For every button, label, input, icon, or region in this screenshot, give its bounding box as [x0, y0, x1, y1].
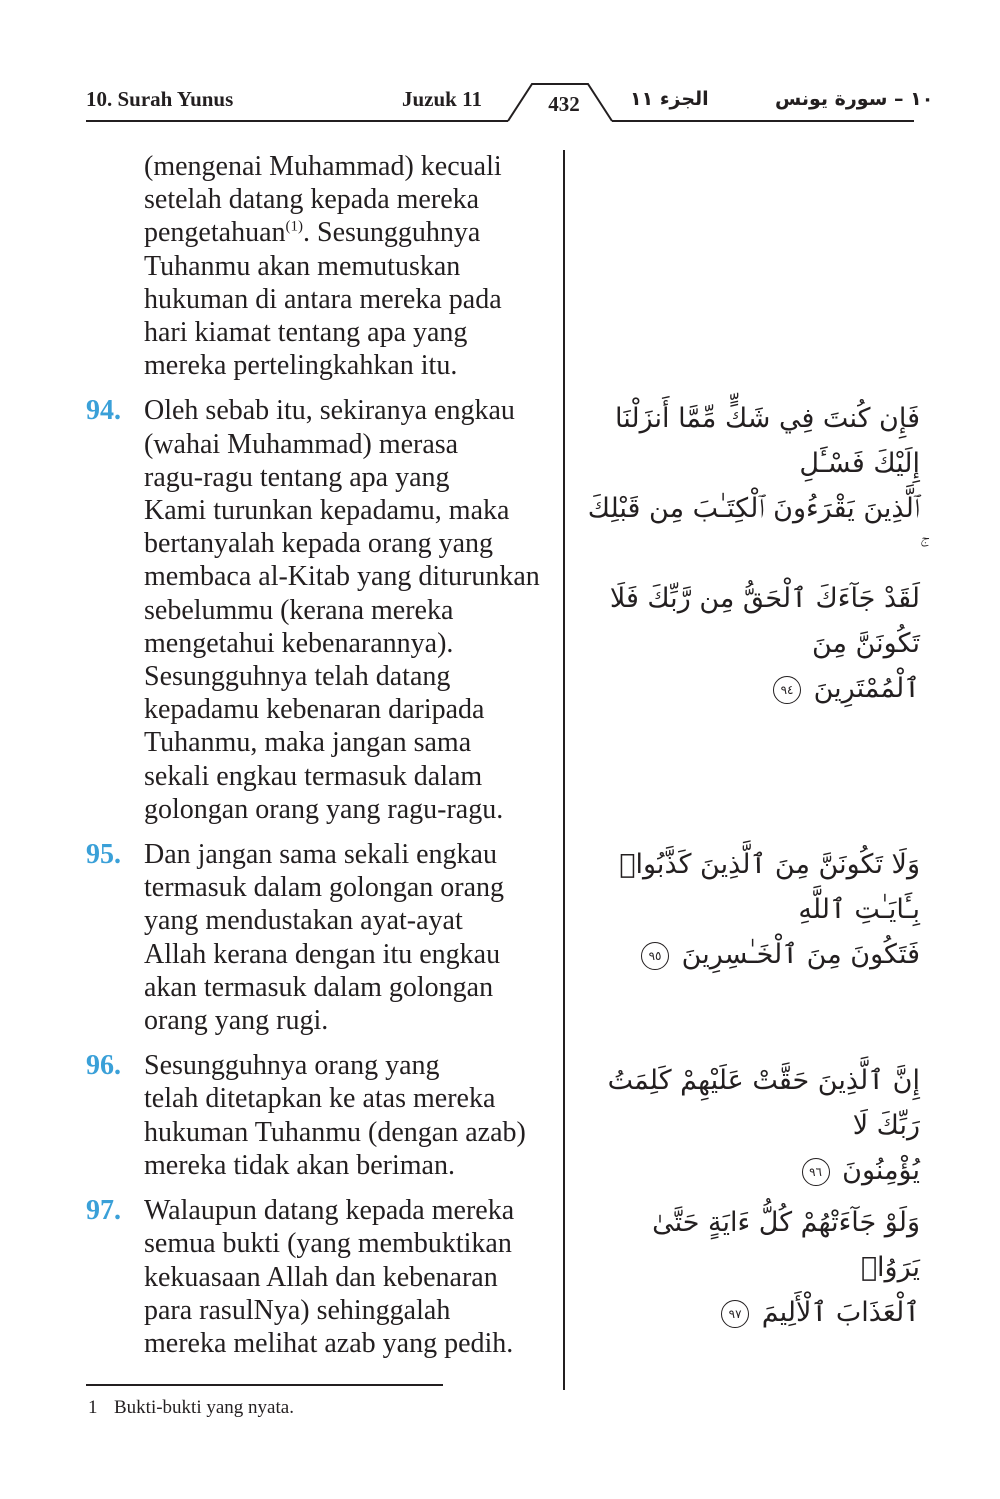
footnote [88, 1396, 294, 1420]
arabic-text: إِنَّ ٱلَّذِينَ حَقَّتْ عَلَيْهِمْ كَلِمَتُ رَبِّكَ لَا يُؤْمِنُونَ [607, 1065, 920, 1186]
verse-number: 96. [86, 1050, 121, 1082]
verse-95-arabic [585, 842, 920, 977]
arabic-text: فَإِن كُنتَ فِي شَكٍّ مِّمَّا أَنزَلْنَا إِلَيْكَ فَسْـَٔلِ ٱلَّذِينَ يَقْرَءُونَ ٱلْكِتَـٰبَ مِن قَبْلِكَ لَقَدْ جَآءَكَ ٱلْحَقُّ مِن رَّبِّكَ فَلَا تَكُونَنَّ مِنَ ٱلْمُمْتَرِينَ [587, 403, 920, 704]
footnote-text: Bukti-bukti yang nyata. [114, 1397, 294, 1418]
footnote-number: 1 [88, 1397, 98, 1418]
verse-number: 94. [86, 395, 121, 427]
verse-94-arabic [585, 396, 920, 711]
verse-number: 97. [86, 1195, 121, 1227]
arabic-text: وَلَا تَكُونَنَّ مِنَ ٱلَّذِينَ كَذَّبُوا۟ بِـَٔايَـٰتِ ٱللَّهِ فَتَكُونَ مِنَ ٱلْخَـٰسِرِينَ [619, 849, 920, 970]
footnote-ref: (1) [285, 219, 303, 236]
juz-label-latin: Juzuk 11 [402, 87, 482, 111]
page-header [0, 0, 1000, 130]
verse-number: 95. [86, 839, 121, 871]
footnote-rule [86, 1384, 443, 1386]
verse-text: Sesungguhnya orang yang telah ditetapkan ke atas mereka hukuman Tuhanmu (dengan azab) mereka tidak akan beriman. [144, 1050, 526, 1181]
page-number: 432 [548, 92, 580, 116]
translation-column [86, 150, 560, 1372]
verse-text: Oleh sebab itu, sekiranya engkau (wahai Muhammad) merasa ragu-ragu tentang apa yang Kami turunkan kepadamu, maka bertanyalah kepada orang yang membaca al-Kitab yang diturunkan sebelummu (kerana mereka mengetahui kebenarannya). Sesungguhnya telah datang kepadamu kebenaran daripada Tuhanmu, maka jangan sama sekali engkau termasuk dalam golongan orang yang ragu-ragu. [144, 395, 540, 825]
column-divider [563, 150, 565, 1390]
verse-97-arabic [585, 1200, 920, 1335]
arabic-text: وَلَوْ جَآءَتْهُمْ كُلُّ ءَايَةٍ حَتَّىٰ يَرَوُا۟ ٱلْعَذَابَ ٱلْأَلِيمَ [652, 1207, 920, 1328]
verse-end-marker: ٩٥ [641, 942, 669, 970]
verse-text: Walaupun datang kepada mereka semua bukti (yang membuktikan kekuasaan Allah dan kebenaran para rasulNya) sehinggalah mereka melihat azab yang pedih. [144, 1195, 515, 1359]
surah-title-latin: 10. Surah Yunus [86, 87, 234, 111]
continuation-text-after: . Sesungguhnya Tuhanmu akan memutuskan hukuman di antara mereka pada hari kiamat tentang apa yang mereka pertelingkahkan itu. [144, 217, 502, 382]
verse-95-translation [86, 838, 560, 1037]
verse-end-marker: ٩٧ [721, 1300, 749, 1328]
continuation-paragraph [86, 150, 560, 382]
verse-end-marker: ٩٦ [802, 1158, 830, 1186]
verse-96-arabic [585, 1058, 920, 1193]
verse-96-translation [86, 1049, 560, 1182]
juz-label-arabic: الجزء ١١ [630, 88, 709, 110]
verse-94-translation [86, 394, 560, 826]
verse-end-marker: ٩٤ [773, 676, 801, 704]
verse-97-translation [86, 1194, 560, 1360]
verse-text: Dan jangan sama sekali engkau termasuk dalam golongan orang yang mendustakan ayat-ayat Allah kerana dengan itu engkau akan termasuk dalam golongan orang yang rugi. [144, 839, 505, 1037]
surah-title-arabic: ١٠ – سورة يونس [775, 88, 934, 110]
continuation-text: (mengenai Muhammad) kecuali setelah datang kepada mereka pengetahuan [144, 151, 502, 249]
